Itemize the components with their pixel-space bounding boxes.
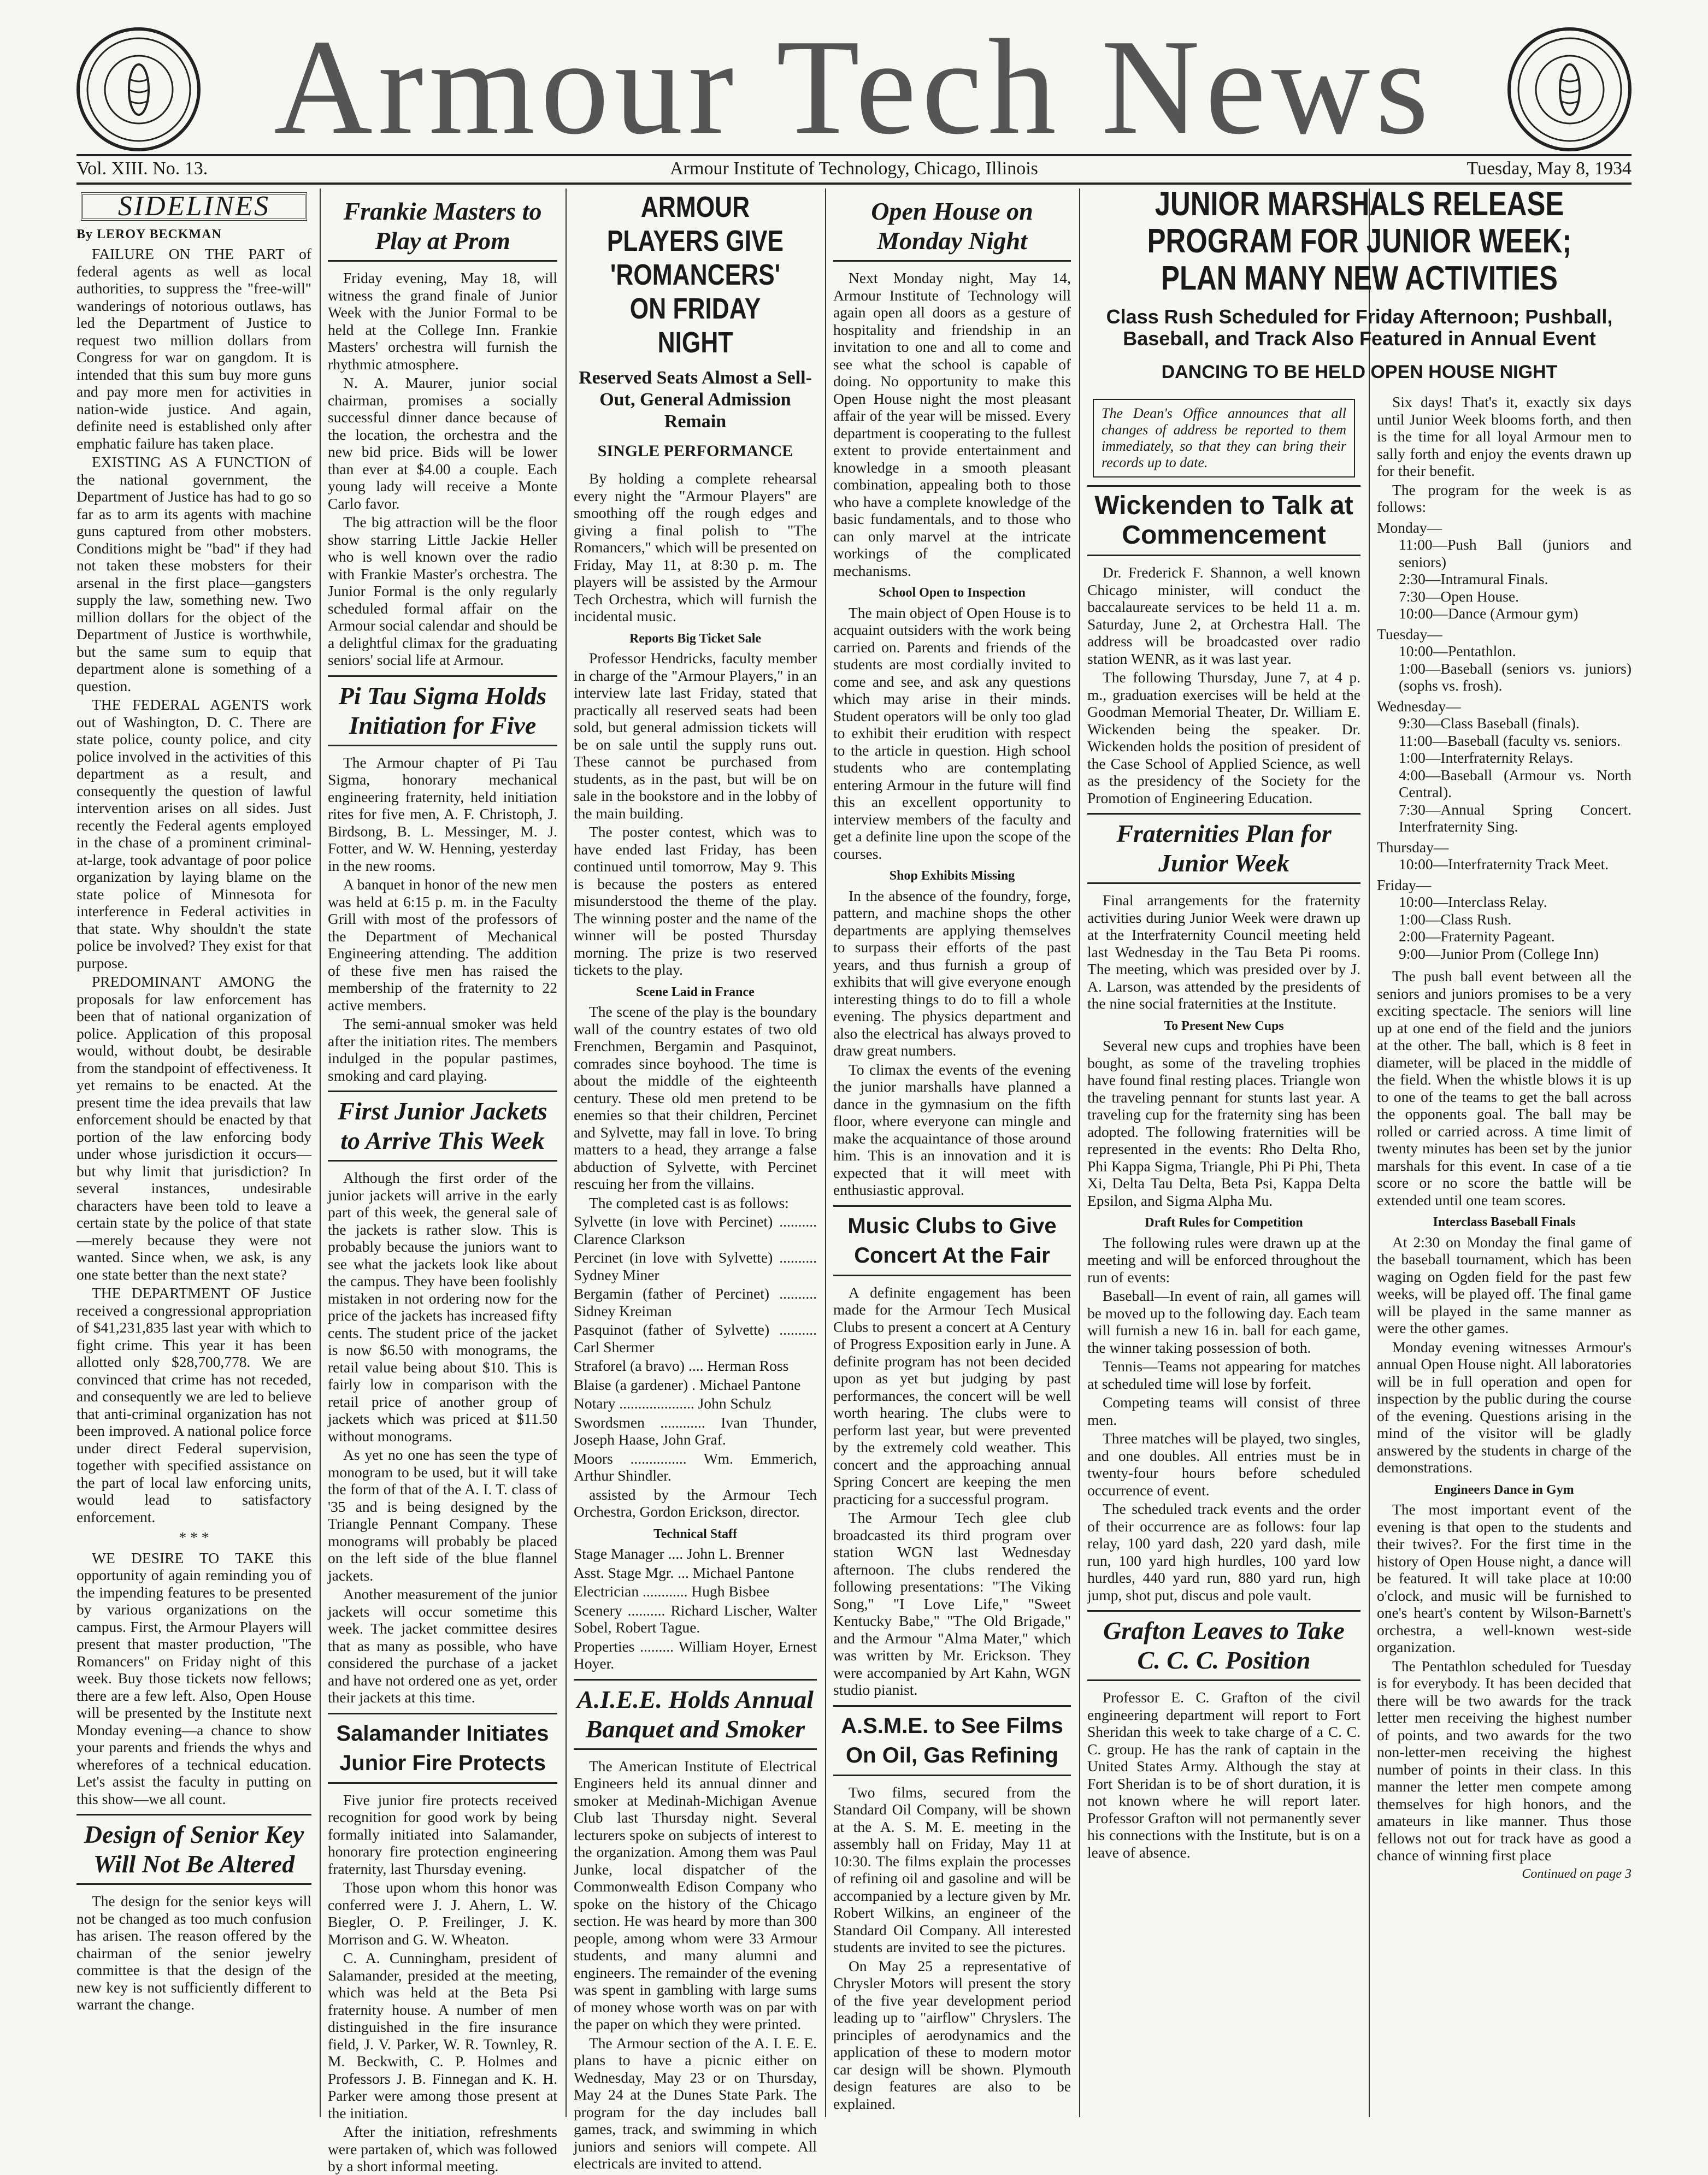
asme-paragraph: On May 25 a representative of Chrysler Motors will present the story of the five year development period leading up to "airflow" Chryslers. The principles of aerodynamics and the application of these to modern motor car design will be shown. Plymouth design features are also to be explained. xyxy=(833,1957,1071,2112)
salamander-paragraph: Five junior fire protects received recognition for good work by being formally initiated into Salamander, honorary fire protection engineering fraternity, last Thursday evening. xyxy=(328,1791,557,1877)
cast-entry: Pasquinot (father of Sylvette) .......... Carl Shermer xyxy=(574,1321,817,1355)
openhouse-paragraph: The main object of Open House is to acquaint outsiders with the work being carried on. Parents and friends of the students are most cordially invited to come and see, and ask any questions which may arise in their minds. Student operators will be only too glad to exhibit their erudition with respect to the article in question. High school students who are contemplating entering Armour in the future will find this an excellent opportunity to interview members of the faculty and get a definite line upon the scope of the courses. xyxy=(833,604,1071,862)
schedule-event: 7:30—Open House. xyxy=(1399,587,1519,605)
column-rule xyxy=(1369,188,1370,2117)
asme-headline: A.S.M.E. to See Films On Oil, Gas Refining xyxy=(833,1705,1071,1776)
junior-marshals-paragraph: At 2:30 on Monday the final game of the baseball tournament, which has been waging on Ogden field for the past few weeks, will be played off. The final game will be played in the same manner as were the other games. xyxy=(1377,1233,1632,1336)
cast-entry: Percinet (in love with Sylvette) .......... Sydney Miner xyxy=(574,1249,817,1283)
staff-entry: Properties ......... William Hoyer, Ernest Hoyer. xyxy=(574,1637,817,1672)
dateline-rule xyxy=(76,182,1632,185)
cast-entry: Bergamin (father of Percinet) .......... Sidney Kreiman xyxy=(574,1285,817,1319)
players-headline: ARMOUR PLAYERS GIVE 'ROMANCERS' ON FRIDAY NIGHT xyxy=(606,191,784,359)
column-six xyxy=(1377,393,1632,2120)
institution-line: Armour Institute of Technology, Chicago, Illinois xyxy=(670,158,1038,179)
junior-marshals-deck: Class Rush Scheduled for Friday Afternoon; Pushball, Baseball, and Track Also Featured in Annual Event xyxy=(1106,305,1613,350)
column-sidelines xyxy=(76,186,311,2120)
staff-entry: Scenery .......... Richard Lischer, Walter Sobel, Robert Tague. xyxy=(574,1601,817,1636)
fraternities-paragraph: The scheduled track events and the order of their occurrence are as follows: four lap relay, 100 yard dash, 220 yard dash, mile run, 100 yard high hurdles, 100 yard low hurdles, 440 yard run, 880 yard run, high jump, shot put, discus and pole vault. xyxy=(1087,1500,1360,1604)
junior-marshals-subhead: Engineers Dance in Gym xyxy=(1434,1482,1574,1497)
schedule-event: 10:00—Pentathlon. xyxy=(1399,643,1516,659)
sidelines-paragraph: THE DEPARTMENT OF Justice received a congressional appropriation of $41,231,835 last year with which to fight crime. This year it has been allotted only $28,700,778. We are convinced that crime has not receded, and consequently we are led to believe that anti-criminal organization has not been improved. A national police force under direct Federal supervision, together with specified assistance on the part of local law enforcing units, would lead to satisfactory enforcement. xyxy=(76,1284,311,1525)
column-rule xyxy=(1079,188,1080,2117)
cast-entry: Swordsmen ............ Ivan Thunder, Joseph Haase, John Graf. xyxy=(574,1413,817,1448)
cast-entry: Blaise (a gardener) . Michael Pantone xyxy=(574,1376,801,1393)
junior-marshals-subhead: Interclass Baseball Finals xyxy=(1433,1215,1576,1229)
frankie-paragraph: Friday evening, May 18, will witness the grand finale of Junior Week with the Junior Formal to be held at the College Inn. Frankie Masters' orchestra will furnish the rhythmic atmosphere. xyxy=(328,269,557,373)
section-separator: * * * xyxy=(179,1529,209,1546)
junior-marshals-paragraph: Six days! That's it, exactly six days until Junior Week blooms forth, and then is the time for all loyal Armour men to sally forth and enjoy the events drawn up for their benefit. xyxy=(1377,393,1632,479)
openhouse-headline: Open House on Monday Night xyxy=(833,192,1071,262)
music-headline: Music Clubs to Give Concert At the Fair xyxy=(833,1205,1071,1276)
aiee-paragraph: The American Institute of Electrical Engineers held its annual dinner and smoker at Medinah-Michigan Avenue Club last Thursday night. Several lecturers spoke on subjects of interest to the organization. Among them was Paul Junke, local dispatcher of the Commonwealth Edison Company who spoke on the history of the Chicago section. He was heard by more than 300 people, among whom were 33 Armour students, and many alumni and engineers. The remainder of the evening was spent in gambling with large sums of money whose worth was on par with the paper on which they were printed. xyxy=(574,1757,817,2032)
armour-seal-icon xyxy=(76,27,201,151)
fraternities-paragraph: Competing teams will consist of three men. xyxy=(1087,1394,1360,1428)
pitau-paragraph: The semi-annual smoker was held after the initiation rites. The members indulged in the popular pastimes, smoking and card playing. xyxy=(328,1015,557,1084)
staff-entry: Stage Manager .... John L. Brenner xyxy=(574,1545,784,1562)
junior-marshals-deck-2: DANCING TO BE HELD OPEN HOUSE NIGHT xyxy=(1161,362,1558,382)
music-paragraph: The Armour Tech glee club broadcasted its third program over station WGN last Wednesday afternoon. The clubs rendered the following presentations: "The Viking Song," "I Love Life," "Sweet Kentucky Babe," "The Old Brigade," and the Armour "Alma Mater," which was written by Mr. Erickson. They were accompanied by Art Kahn, WGN studio pianist. xyxy=(833,1509,1071,1698)
schedule-event: 2:30—Intramural Finals. xyxy=(1399,570,1548,587)
schedule-event: 7:30—Annual Spring Concert. Interfraternity Sing. xyxy=(1399,800,1632,835)
cast-entry: Straforel (a bravo) .... Herman Ross xyxy=(574,1357,789,1374)
sidelines-paragraph: EXISTING AS A FUNCTION of the national government, the Department of Justice has had to go so far as to arm its agents with machine guns captured from other mobsters. Conditions might be "bad" if they had not taken these mobsters for their arsenal in the first place—gangsters supply the law, something new. Two million dollars for the object of the Department of Justice is worthwhile, but the same sum to equip that department alone is something of a question. xyxy=(76,453,311,694)
players-subhead: Scene Laid in France xyxy=(636,985,755,999)
jackets-paragraph: As yet no one has seen the type of monogram to be used, but it will take the form of that of the A. I. T. class of '35 and is being designed by the Triangle Pennant Company. These monograms will probably be placed on the left side of the blue flannel jackets. xyxy=(328,1446,557,1584)
wickenden-headline: Wickenden to Talk at Commencement xyxy=(1087,485,1360,556)
grafton-body: Professor E. C. Grafton of the civil engineering department will report to Fort Sheridan this week to take charge of a C. C. C. group. He has the rank of captain in the United States Army. Although the stay at Fort Sheridan is to be of short duration, it is not known where he will report later. Professor Grafton will not permanently sever his connections with the Institute, but is on a leave of absence. xyxy=(1087,1689,1360,1861)
fraternities-subhead: Draft Rules for Competition xyxy=(1145,1216,1303,1230)
players-deck: Reserved Seats Almost a Sell-Out, General Admission Remain xyxy=(579,368,812,432)
salamander-headline: Salamander Initiates Junior Fire Protects xyxy=(328,1713,557,1784)
schedule-event: 10:00—Interclass Relay. xyxy=(1399,893,1547,910)
schedule-event: 9:00—Junior Prom (College Inn) xyxy=(1399,945,1599,962)
grafton-headline: Grafton Leaves to Take C. C. C. Position xyxy=(1087,1610,1360,1681)
aiee-headline: A.I.E.E. Holds Annual Banquet and Smoker xyxy=(574,1679,817,1750)
fraternities-headline: Fraternities Plan for Junior Week xyxy=(1087,813,1360,884)
fraternities-subhead: To Present New Cups xyxy=(1164,1018,1284,1033)
pitau-headline: Pi Tau Sigma Holds Initiation for Five xyxy=(328,675,557,746)
dateline xyxy=(76,158,1632,180)
pitau-paragraph: A banquet in honor of the new men was held at 6:15 p. m. in the Faculty Grill with most of the professors of the Department of Mechanical Engineering attending. The addition of these five men has raised the membership of the fraternity to 22 active members. xyxy=(328,876,557,1013)
schedule-event: 1:00—Class Rush. xyxy=(1399,910,1512,928)
staff-entry: Electrician ............ Hugh Bisbee xyxy=(574,1583,770,1600)
column-four xyxy=(833,186,1071,2120)
jackets-paragraph: Another measurement of the junior jackets will occur sometime this week. The jacket committee desires that as many as possible, who have considered the purchase of a jacket and have not ordered one as yet, order their jackets at this time. xyxy=(328,1585,557,1706)
masthead-rule xyxy=(76,154,1632,156)
schedule-event: 11:00—Baseball (faculty vs. seniors. xyxy=(1399,732,1621,749)
cast-entry: Notary .................... John Schulz xyxy=(574,1395,771,1412)
column-three xyxy=(574,186,817,2172)
salamander-paragraph: After the initiation, refreshments were partaken of, which was followed by a short informal meeting. xyxy=(328,2123,557,2174)
continued-link[interactable]: Continued on page 3 xyxy=(1522,1866,1632,1881)
players-paragraph: The poster contest, which was to have ended last Friday, has been continued until tomorrow, May 9. This is because the posters as entered misunderstood the theme of the play. The winning poster and the name of the winner will be posted Thursday morning. The prize is two reserved tickets to the play. xyxy=(574,823,817,978)
schedule-event: 4:00—Baseball (Armour vs. North Central). xyxy=(1399,766,1632,800)
schedule-event: 1:00—Baseball (seniors vs. juniors) (sophs vs. frosh). xyxy=(1399,659,1632,694)
fraternities-paragraph: The following rules were drawn up at the meeting and will be enforced throughout the run of events: xyxy=(1087,1234,1360,1286)
sidelines-paragraph: WE DESIRE TO TAKE this opportunity of again reminding you of the impending features to be presented by various organizations on the campus. First, the Armour Players will present that master production, "The Romancers" on Friday night of this week. Buy those tickets now fellows; there are a few left. Also, Open House will be presented by the Institute next Monday evening—a chance to show your parents and friends the whys and wherefores of a technical education. Let's assist the faculty in putting on this show—we all count. xyxy=(76,1549,311,1807)
column-rule xyxy=(825,188,826,2117)
players-paragraph: By holding a complete rehearsal every night the "Armour Players" are smoothing off the rough edges and giving a final polish to "The Romancers," which will be presented on Friday, May 11, at 8:30 p. m. The players will be assisted by the Armour Tech Orchestra, which will furnish the incidental music. xyxy=(574,470,817,624)
column-rule xyxy=(566,188,567,2117)
sidelines-byline: By LEROY BECKMAN xyxy=(76,227,222,241)
schedule-day: Tuesday— xyxy=(1377,625,1442,643)
sidelines-paragraph: FAILURE ON THE PART of federal agents as well as local authorities, to suppress the "free-will" wanderings of notorious outlaws, has led the Department of Justice to request two million dollars from Congress for war on gangdom. It is intended that this sum buy more guns and pay more men for activities in nation-wide justice. And again, definite need is established only after emphatic failure has taken place. xyxy=(76,245,311,452)
schedule-day: Monday— xyxy=(1377,518,1442,536)
schedule-event: 10:00—Dance (Armour gym) xyxy=(1399,605,1579,622)
junior-marshals-paragraph: The push ball event between all the seniors and juniors promises to be a very exciting spectacle. The seniors will line up at one end of the field and the juniors at the other. The ball, which is 8 feet in diameter, will be placed in the middle of the field. When the whistle blows it is up to one of the teams to get the ball across the opponents goal. The ball may be rolled or carried across. A time limit of twenty minutes has been set by the junior marshals for this event. In case of a tie score or no score the battle will be extended until one team scores. xyxy=(1377,968,1632,1209)
openhouse-paragraph: To climax the events of the evening the junior marshalls have planned a dance in the gymnasium on the fifth floor, where everyone can mingle and make the acquaintance of those around him. This is an innovation and it is expected that it will meet with enthusiastic approval. xyxy=(833,1060,1071,1198)
junior-marshals-deck-2-wrap xyxy=(1087,358,1632,391)
junior-marshals-paragraph: The most important event of the evening is that open to the students and their twives?. For the first time in the history of Open House night, a dance will be featured. It will take place at 10:00 o'clock, and music will be furnished to one's heart's content by Wilson-Barnett's orchestra, a well-known west-side organization. xyxy=(1377,1501,1632,1655)
schedule-day: Friday— xyxy=(1377,876,1432,893)
frankie-headline: Frankie Masters to Play at Prom xyxy=(328,192,557,262)
salamander-paragraph: C. A. Cunningham, president of Salamander, presided at the meeting, which was held at the Beta Psi fraternity house. A number of men distinguished in the fire insurance field, J. V. Parker, W. R. Townley, R. M. Beckwith, C. P. Holmes and Professors J. B. Finnegan and K. H. Parker were among those present at the initiation. xyxy=(328,1949,557,2121)
issue-date: Tuesday, May 8, 1934 xyxy=(1466,158,1632,179)
junior-marshals-paragraph: The program for the week is as follows: xyxy=(1377,481,1632,515)
masthead xyxy=(76,11,1632,163)
aiee-paragraph: The Armour section of the A. I. E. E. plans to have a picnic either on Wednesday, May 23 or on Thursday, May 24 at the Dunes State Park. The program for the day includes ball games, track, and swimming in which juniors and seniors will compete. All electricals are invited to attend. xyxy=(574,2034,817,2172)
players-paragraph: The scene of the play is the boundary wall of the country estates of two old Frenchmen, Bergamin and Pasquinot, comrades since boyhood. The time is about the middle of the eighteenth century. These old men pretend to be enemies so that their children, Percinet and Sylvette, may fall in love. To bring matters to a head, they arrange a false abduction of Sylvette, with Percinet rescuing her from the villains. xyxy=(574,1003,817,1192)
frankie-paragraph: The big attraction will be the floor show starring Little Jackie Heller who is well known over the radio with Frankie Master's orchestra. The Junior Formal is the only regularly scheduled formal affair on the Armour social calendar and should be a delightful climax for the graduating seniors' social life at Armour. xyxy=(328,514,557,668)
openhouse-subhead: Shop Exhibits Missing xyxy=(889,869,1015,883)
schedule-event: 9:30—Class Baseball (finals). xyxy=(1399,715,1580,732)
schedule-day: Wednesday— xyxy=(1377,697,1461,715)
wickenden-paragraph: Dr. Frederick F. Shannon, a well known Chicago minister, will conduct the baccalaureate services to be held 11 a. m. Saturday, June 2, at Orchestra Hall. The address will be broadcasted over radio station WENR, as it was last year. xyxy=(1087,564,1360,667)
players-subhead: Reports Big Ticket Sale xyxy=(629,631,762,646)
schedule-day: Thursday— xyxy=(1377,838,1449,856)
column-five xyxy=(1087,393,1360,2120)
fraternities-paragraph: Baseball—In event of rain, all games will be moved up to the following day. Each team will furnish a new 16 in. ball for each game, the winner taking possession of both. xyxy=(1087,1287,1360,1356)
jackets-paragraph: Although the first order of the junior jackets will arrive in the early part of this week, the general sale of the jackets is rather slow. This is probably because the juniors want to see what the jackets look like about the campus. They have been foolishly mistaken in not ordering now for the price of the jackets has increased fifty cents. The student price of the jacket is now $6.50 with monograms, the retail value being about $10. This is fairly low in comparison with the retail price of another group of jackets which was priced at $11.50 without monograms. xyxy=(328,1169,557,1445)
players-paragraph: assisted by the Armour Tech Orchestra, Gordon Erickson, director. xyxy=(574,1486,817,1520)
jackets-headline: First Junior Jackets to Arrive This Week xyxy=(328,1091,557,1162)
newspaper-title: Armour Tech News xyxy=(274,11,1434,163)
junior-marshals-paragraph: The Pentathlon scheduled for Tuesday is for everybody. It has been decided that there will be two awards for the track letter men receiving the highest number of points, and two awards for the two non-letter-men receiving the highest number of points in their class. In this manner the letter men compete among themselves for high honors, and the amateurs in like manner. Thus those fellows not out for track have as good a chance of winning first place xyxy=(1377,1657,1632,1864)
staff-entry: Asst. Stage Mgr. ... Michael Pantone xyxy=(574,1564,794,1581)
sidelines-paragraph: THE FEDERAL AGENTS work out of Washington, D. C. There are state police, county police, and city police involved in the activities of this department as a result, and consequently the question of lawful intervention arises on all sides. Just recently the Federal agents employed in the chase of a prominent criminal-at-large, took advantage of poor police organization by laying blame on the state police of Minnesota for interference in Federal activities in that state. Why shouldn't the state police be involved? They exist for that purpose. xyxy=(76,696,311,971)
column-rule xyxy=(320,188,321,2117)
asme-paragraph: Two films, secured from the Standard Oil Company, will be shown at the A. S. M. E. meeting in the assembly hall on Friday, May 11 at 10:30. The films explain the processes of refining oil and gasoline and will be accompanied by a lecture given by Mr. Robert Wilkins, an engineer of the Standard Oil Company. All interested students are invited to see the pictures. xyxy=(833,1783,1071,1955)
cast-entry: Moors ............... Wm. Emmerich, Arthur Shindler. xyxy=(574,1449,817,1484)
players-deck-2: SINGLE PERFORMANCE xyxy=(597,442,793,460)
cast-entry: Sylvette (in love with Percinet) .......... Clarence Clarkson xyxy=(574,1213,817,1247)
openhouse-paragraph: Next Monday night, May 14, Armour Institute of Technology will again open all doors as a gesture of hospitality and friendship in an invitation to one and all to come and see what the school is capable of doing. No opportunity to make this Open House night the most pleasant affair of the year will be missed. Every department is cooperating to the fullest extent to provide entertainment and knowledge in a smooth pleasant combination, appealing both to those who have a complete knowledge of the basic fundamentals, and to those who can only marvel at the intricate workings of the complicated mechanisms. xyxy=(833,269,1071,579)
schedule-event: 10:00—Interfraternity Track Meet. xyxy=(1399,856,1609,873)
column-two xyxy=(328,186,557,2174)
sidelines-paragraph: PREDOMINANT AMONG the proposals for law enforcement has been that of national organization of police. Application of this proposal would, without doubt, be desirable from the standpoint of effectiveness. It yet remains to be enacted. At the present time the idea prevails that law enforcement should be enacted by that portion of the law enforcing body under whose jurisdiction it occurs—but why limit that jurisdiction? In several instances, undesirable characters have been told to leave a certain state by the police of that state—merely because they were not wanted. Since when, we ask, is any one state better than the next state? xyxy=(76,973,311,1283)
fraternities-paragraph: Final arrangements for the fraternity activities during Junior Week were drawn up at the Interfraternity Council meeting held last Wednesday in the Tau Beta Pi rooms. The meeting, which was presided over by J. A. Larson, was attended by the presidents of the nine social fraternities at the Institute. xyxy=(1087,892,1360,1012)
music-paragraph: A definite engagement has been made for the Armour Tech Musical Clubs to present a concert at A Century of Progress Exposition early in June. A definite program has not been decided upon as yet but judging by past performances, the concert will be well worth hearing. The clubs were to perform last year, but were prevented by the extremely cold weather. This concert and the approaching annual Spring Concert are keeping the men practicing for a successful program. xyxy=(833,1283,1071,1507)
wickenden-paragraph: The following Thursday, June 7, at 4 p. m., graduation exercises will be held at the Goodman Memorial Theater, Dr. William E. Wickenden being the speaker. Dr. Wickenden holds the position of president of the Case School of Applied Science, as well as the presidency of the Society for the Promotion of Engineering Education. xyxy=(1087,669,1360,806)
deans-office-notice: The Dean's Office announces that all changes of address be reported to them immediately, so that they can bring their records up to date. xyxy=(1093,399,1355,478)
players-paragraph: The completed cast is as follows: xyxy=(589,1194,789,1211)
pitau-paragraph: The Armour chapter of Pi Tau Sigma, honorary mechanical engineering fraternity, held initiation rites for five men, A. F. Christoph, J. Birdsong, B. L. Messinger, M. J. Fotter, and W. W. Henning, yesterday in the new rooms. xyxy=(328,753,557,874)
openhouse-paragraph: In the absence of the foundry, forge, pattern, and machine shops the other departments are applying themselves to surpass their efforts of the past years, and thus furnish a group of exhibits that will give everyone enough interesting things to do to fill a whole evening. The physics department and also the electrical has always proved to draw great numbers. xyxy=(833,887,1071,1059)
salamander-paragraph: Those upon whom this honor was conferred were J. J. Ahern, L. W. Biegler, O. P. Freilinger, J. K. Morrison and G. W. Wheaton. xyxy=(328,1879,557,1948)
senior-key-body: The design for the senior keys will not be changed as too much confusion has arisen. The reason offered by the chairman of the senior jewelry committee is that the design of the new key is not sufficiently different to warrant the change. xyxy=(76,1893,311,2013)
junior-marshals-paragraph: Monday evening witnesses Armour's annual Open House night. All laboratories will be in full operation and open for inspection by the public during the course of the evening. Questions arising in the mind of the visitor will be gladly answered by the students in charge of the demonstrations. xyxy=(1377,1338,1632,1476)
schedule-event: 2:00—Fraternity Pageant. xyxy=(1399,928,1555,945)
junior-marshals-banner xyxy=(1087,186,1632,350)
openhouse-subhead: School Open to Inspection xyxy=(879,586,1026,600)
players-paragraph: Professor Hendricks, faculty member in charge of the "Armour Players," in an interview late last Friday, stated that practically all reserved seats had been sold, but general admission tickets will be on sale until the supply runs out. These cannot be purchased from students, as in the past, but will be on sale in the bookstore and in the lobby of the main building. xyxy=(574,650,817,822)
frankie-paragraph: N. A. Maurer, junior social chairman, promises a socially successful dinner dance because of the location, the orchestra and the new bid price. Bids will be lower than ever at $4.00 a couple. Each young lady will receive a Monte Carlo favor. xyxy=(328,374,557,512)
schedule-event: 11:00—Push Ball (juniors and seniors) xyxy=(1399,536,1632,570)
players-subhead: Technical Staff xyxy=(653,1526,738,1541)
fraternities-paragraph: Three matches will be played, two singles, and one doubles. All entries must be in twenty-four hours before scheduled occurrence of event. xyxy=(1087,1430,1360,1499)
sidelines-heading: SIDELINES xyxy=(81,192,307,221)
armour-seal-icon xyxy=(1507,27,1632,151)
fraternities-paragraph: Tennis—Teams not appearing for matches at scheduled time will lose by forfeit. xyxy=(1087,1358,1360,1392)
junior-marshals-headline: JUNIOR MARSHALS RELEASE PROGRAM FOR JUNIOR WEEK; PLAN MANY NEW ACTIVITIES xyxy=(1147,185,1572,297)
schedule-event: 1:00—Interfraternity Relays. xyxy=(1399,749,1574,766)
volume-number: Vol. XIII. No. 13. xyxy=(76,158,208,179)
fraternities-paragraph: Several new cups and trophies have been bought, as some of the traveling trophies have found final resting places. Triangle won the traveling pennant for stunts last year. A traveling cup for the fraternity sing has been adopted. The following fraternities will be represented in the events: Rho Delta Rho, Phi Kappa Sigma, Triangle, Phi Pi Phi, Theta Xi, Delta Tau Delta, Beta Psi, Kappa Delta Epsilon, and Sigma Alpha Mu. xyxy=(1087,1037,1360,1209)
senior-key-headline: Design of Senior Key Will Not Be Altered xyxy=(76,1814,311,1885)
